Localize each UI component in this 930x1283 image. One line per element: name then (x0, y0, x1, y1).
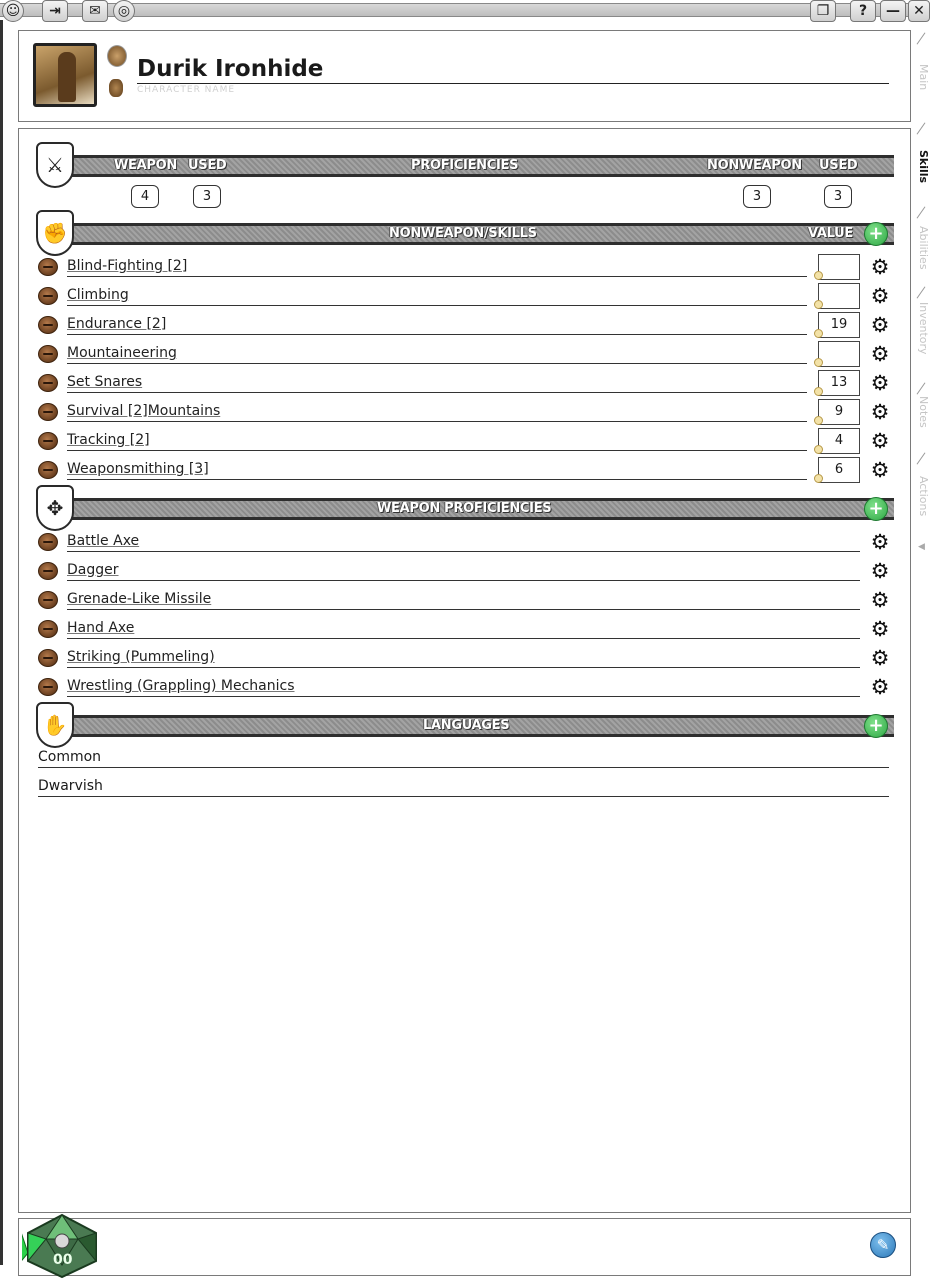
skill-name[interactable]: Survival [2]Mountains (67, 402, 807, 422)
tab-divider (917, 122, 926, 134)
weapon-proficiency-name[interactable]: Grenade-Like Missile (67, 590, 860, 610)
gear-icon[interactable]: ⚙ (870, 588, 890, 612)
roll-icon[interactable] (38, 258, 58, 276)
weapon-proficiency-row (38, 674, 895, 700)
skill-row (38, 428, 895, 454)
skill-row (38, 312, 895, 338)
add-skill-button[interactable]: + (864, 222, 888, 246)
skill-value-field[interactable]: 13 (818, 370, 860, 396)
weapon-used-label: USED (188, 158, 227, 173)
proficiencies-title: PROFICIENCIES (411, 158, 519, 173)
share-icon[interactable]: ⇥ (42, 0, 68, 22)
skill-row (38, 254, 895, 280)
tab-divider (917, 452, 926, 464)
tab-arrow-icon[interactable]: ◀ (918, 542, 925, 552)
weapon-proficiency-row (38, 616, 895, 642)
language-item[interactable]: Dwarvish (38, 775, 889, 797)
skills-title: NONWEAPON/SKILLS (389, 226, 537, 241)
nonweapon-label: NONWEAPON (707, 158, 802, 173)
roll-icon[interactable] (38, 533, 58, 551)
skill-row (38, 341, 895, 367)
skill-marker-icon (814, 358, 823, 367)
weapon-proficiency-row (38, 645, 895, 671)
skill-marker-icon (814, 416, 823, 425)
sheet-tabs (914, 30, 930, 550)
weapon-proficiency-name[interactable]: Hand Axe (67, 619, 860, 639)
skill-marker-icon (814, 300, 823, 309)
skill-value-field[interactable] (818, 341, 860, 367)
tab-divider (917, 32, 926, 44)
pencil-icon[interactable]: ✎ (870, 1232, 896, 1258)
weapon-proficiency-row (38, 587, 895, 613)
roll-icon[interactable] (38, 562, 58, 580)
nonweapon-slots-field[interactable]: 3 (743, 185, 771, 208)
character-header (18, 30, 911, 122)
skill-name[interactable]: Climbing (67, 286, 807, 306)
skill-name[interactable]: Blind-Fighting [2] (67, 257, 807, 277)
skills-bar (36, 220, 894, 248)
roll-icon[interactable] (38, 287, 58, 305)
skill-marker-icon (814, 474, 823, 483)
hand-icon: ✋ (36, 702, 74, 748)
skill-value-field[interactable]: 9 (818, 399, 860, 425)
character-name[interactable]: Durik Ironhide (137, 55, 889, 84)
window-titlebar (0, 0, 930, 24)
skill-name[interactable]: Tracking [2] (67, 431, 807, 451)
languages-bar (36, 712, 894, 740)
skill-value-field[interactable]: 6 (818, 457, 860, 483)
tab-actions[interactable]: Actions (917, 476, 930, 517)
dice-label: 00 (53, 1252, 73, 1268)
character-portrait[interactable] (33, 43, 97, 107)
nonweapon-used-field[interactable]: 3 (824, 185, 852, 208)
gear-icon[interactable]: ⚙ (870, 255, 890, 279)
skill-name[interactable]: Weaponsmithing [3] (67, 460, 807, 480)
weapon-proficiency-row (38, 558, 895, 584)
weapon-proficiencies-bar (36, 495, 894, 523)
chat-icon[interactable]: ✉ (82, 0, 108, 22)
roll-icon[interactable] (38, 461, 58, 479)
skill-name[interactable]: Mountaineering (67, 344, 807, 364)
skill-marker-icon (814, 387, 823, 396)
value-label: VALUE (808, 226, 853, 241)
roll-icon[interactable] (38, 649, 58, 667)
language-item[interactable]: Common (38, 746, 889, 768)
weapon-label: WEAPON (114, 158, 177, 173)
fist-icon: ✊ (36, 210, 74, 256)
weapon-used-field[interactable]: 3 (193, 185, 221, 208)
tab-notes[interactable]: Notes (917, 396, 930, 428)
gear-icon[interactable]: ⚙ (870, 400, 890, 424)
gear-icon[interactable]: ⚙ (870, 530, 890, 554)
tab-abilities[interactable]: Abilities (917, 226, 930, 270)
skill-marker-icon (814, 445, 823, 454)
crossed-weapons-icon: ✥ (36, 485, 74, 531)
skill-value-field[interactable] (818, 283, 860, 309)
gear-icon[interactable]: ⚙ (870, 458, 890, 482)
weapon-proficiency-name[interactable]: Wrestling (Grappling) Mechanics (67, 677, 860, 697)
token-small-icon (109, 79, 123, 97)
close-icon[interactable]: ✕ (908, 0, 930, 22)
add-weapon-proficiency-button[interactable]: + (864, 497, 888, 521)
roll-icon[interactable] (38, 678, 58, 696)
weapon-proficiency-row (38, 529, 895, 555)
target-icon[interactable]: ◎ (113, 0, 135, 22)
dice-tower-icon[interactable] (22, 1213, 102, 1279)
gear-icon[interactable]: ⚙ (870, 675, 890, 699)
skill-value-field[interactable] (818, 254, 860, 280)
help-icon[interactable]: ? (850, 0, 876, 22)
add-language-button[interactable]: + (864, 714, 888, 738)
skill-name[interactable]: Endurance [2] (67, 315, 807, 335)
gear-icon[interactable]: ⚙ (870, 646, 890, 670)
portrait-icon[interactable]: ☺ (2, 0, 24, 22)
dice-icon (22, 1213, 102, 1279)
skill-row (38, 399, 895, 425)
tab-skills[interactable]: Skills (917, 150, 930, 184)
roll-icon[interactable] (38, 374, 58, 392)
roll-icon[interactable] (38, 591, 58, 609)
skill-marker-icon (814, 329, 823, 338)
token-icon[interactable] (107, 45, 127, 67)
gear-icon[interactable]: ⚙ (870, 342, 890, 366)
sheet-footer (18, 1218, 911, 1276)
copy-icon[interactable]: ❐ (810, 0, 836, 22)
tab-inventory[interactable]: Inventory (917, 302, 930, 355)
roll-icon[interactable] (38, 620, 58, 638)
minimize-icon[interactable]: — (880, 0, 906, 22)
skill-marker-icon (814, 271, 823, 280)
roll-icon[interactable] (38, 345, 58, 363)
skill-value-field[interactable]: 4 (818, 428, 860, 454)
skill-row (38, 370, 895, 396)
sword-icon: ⚔ (36, 142, 74, 188)
gear-icon[interactable]: ⚙ (870, 617, 890, 641)
nonweapon-used-label: USED (819, 158, 858, 173)
skill-value-field[interactable]: 19 (818, 312, 860, 338)
gear-icon[interactable]: ⚙ (870, 313, 890, 337)
tab-main[interactable]: Main (917, 64, 930, 91)
skill-row (38, 283, 895, 309)
window-left-edge (0, 20, 3, 1265)
weapon-proficiency-name[interactable]: Dagger (67, 561, 860, 581)
weapon-proficiencies-title: WEAPON PROFICIENCIES (377, 501, 552, 516)
tab-divider (917, 286, 926, 298)
roll-icon[interactable] (38, 432, 58, 450)
gear-icon[interactable]: ⚙ (870, 559, 890, 583)
gear-icon[interactable]: ⚙ (870, 284, 890, 308)
proficiencies-bar (36, 152, 894, 180)
titlebar-rail (0, 3, 930, 17)
tab-divider (917, 382, 926, 394)
roll-icon[interactable] (38, 403, 58, 421)
weapon-proficiency-name[interactable]: Striking (Pummeling) (67, 648, 860, 668)
skill-name[interactable]: Set Snares (67, 373, 807, 393)
skill-row (38, 457, 895, 483)
roll-icon[interactable] (38, 316, 58, 334)
languages-title: LANGUAGES (423, 718, 510, 733)
gear-icon[interactable]: ⚙ (870, 371, 890, 395)
weapon-slots-field[interactable]: 4 (131, 185, 159, 208)
weapon-proficiency-name[interactable]: Battle Axe (67, 532, 860, 552)
gear-icon[interactable]: ⚙ (870, 429, 890, 453)
character-name-label: CHARACTER NAME (137, 85, 236, 95)
tab-divider (917, 206, 926, 218)
